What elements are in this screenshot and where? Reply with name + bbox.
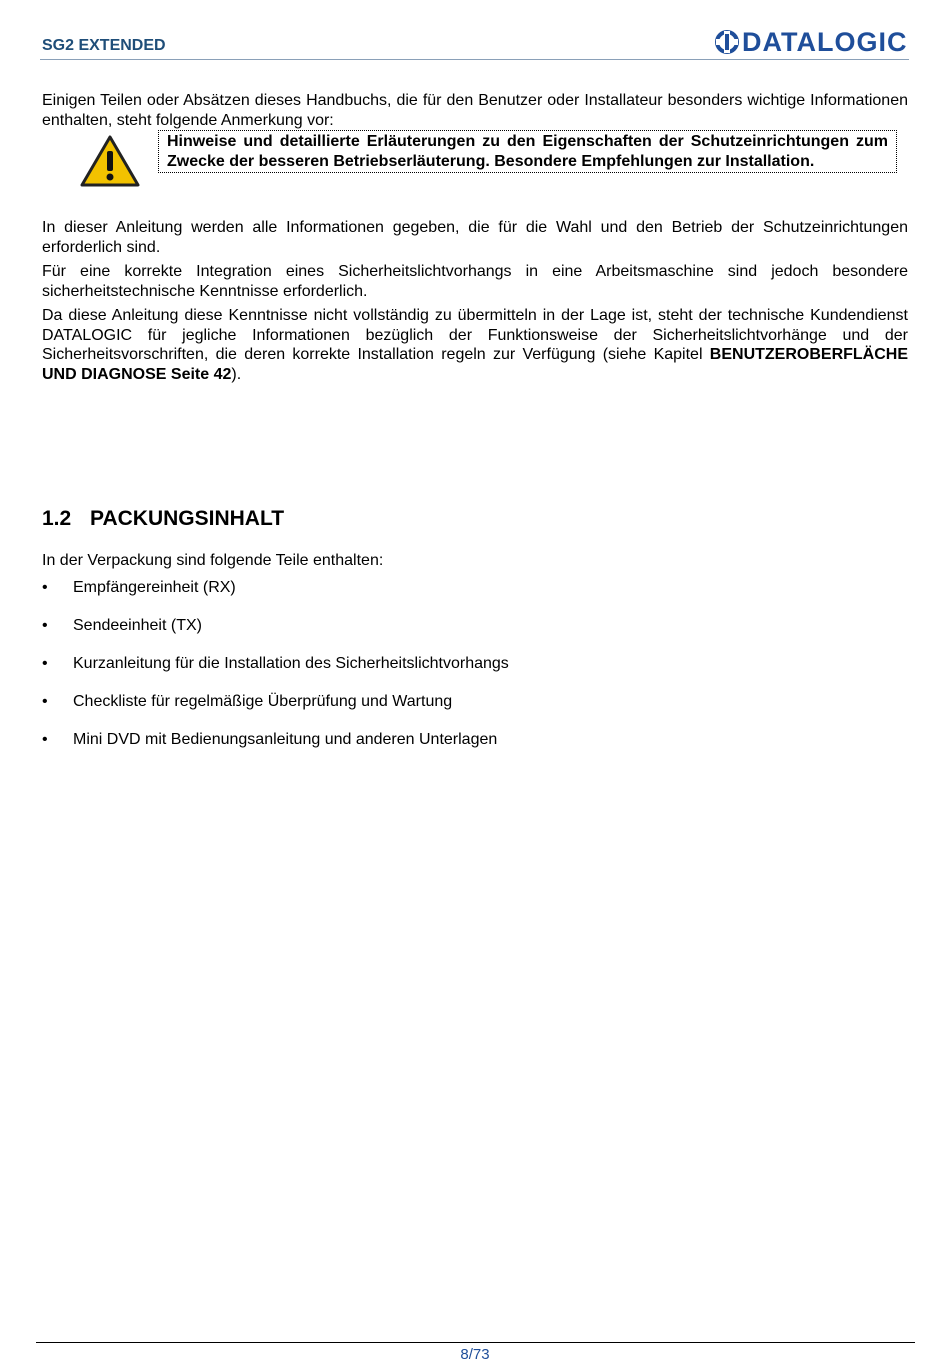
section-intro: In der Verpackung sind folgende Teile enthalten: bbox=[42, 552, 384, 569]
note-block bbox=[42, 130, 908, 192]
header-divider bbox=[40, 59, 909, 60]
datalogic-logo-icon bbox=[715, 30, 739, 54]
main-content bbox=[42, 91, 908, 384]
warning-triangle-icon bbox=[79, 134, 141, 188]
section-title: PACKUNGSINHALT bbox=[90, 507, 285, 530]
document-title: SG2 EXTENDED bbox=[42, 37, 166, 54]
page-number: 8/73 bbox=[460, 1346, 490, 1363]
bullet: • bbox=[42, 579, 48, 596]
chapter-reference: BENUTZEROBERFLÄCHE UND DIAGNOSE Seite 42 bbox=[42, 346, 908, 383]
logo-text: DATALOGIC bbox=[742, 27, 908, 57]
bullet: • bbox=[42, 655, 48, 672]
datalogic-logo bbox=[715, 28, 909, 56]
bullet: • bbox=[42, 731, 48, 748]
support-text-end: ). bbox=[231, 365, 242, 383]
paragraph-selection: In dieser Anleitung werden alle Informationen gegeben, die für die Wahl und den Betrieb der Schutzeinrichtungen erforderlich sind. bbox=[42, 219, 908, 256]
paragraph-integration: Für eine korrekte Integration eines Sicherheitslichtvorhangs in eine Arbeitsmaschine sind jedoch besondere sicherheitstechnische Kenntnisse erforderlich. bbox=[42, 263, 908, 300]
support-text: Da diese Anleitung diese Kenntnisse nicht vollständig zu übermitteln in der Lage ist, steht der technische Kundendienst DATALOGIC für jegliche Informationen bezüglich der Funktionsweise der Sicherheitslichtvorhänge und der Sicherheitsvorschriften, die deren korrekte Installation regeln zur Verfügung (siehe Kapitel bbox=[42, 307, 908, 363]
section-number: 1.2 bbox=[42, 507, 72, 530]
paragraph-support bbox=[42, 306, 908, 384]
section-heading bbox=[42, 507, 284, 531]
bullet: • bbox=[42, 693, 48, 710]
bullet: • bbox=[42, 617, 48, 634]
footer-divider bbox=[36, 1342, 915, 1343]
intro-paragraph: Einigen Teilen oder Absätzen dieses Handbuchs, die für den Benutzer oder Installateur besonders wichtige Informationen enthalten, steht folgende Anmerkung vor: bbox=[42, 92, 908, 129]
note-text: Hinweise und detaillierte Erläuterungen zu den Eigenschaften der Schutzeinrichtungen zum Zwecke der besseren Betriebserläuterung. Besondere Empfehlungen zur Installation. bbox=[158, 130, 897, 173]
